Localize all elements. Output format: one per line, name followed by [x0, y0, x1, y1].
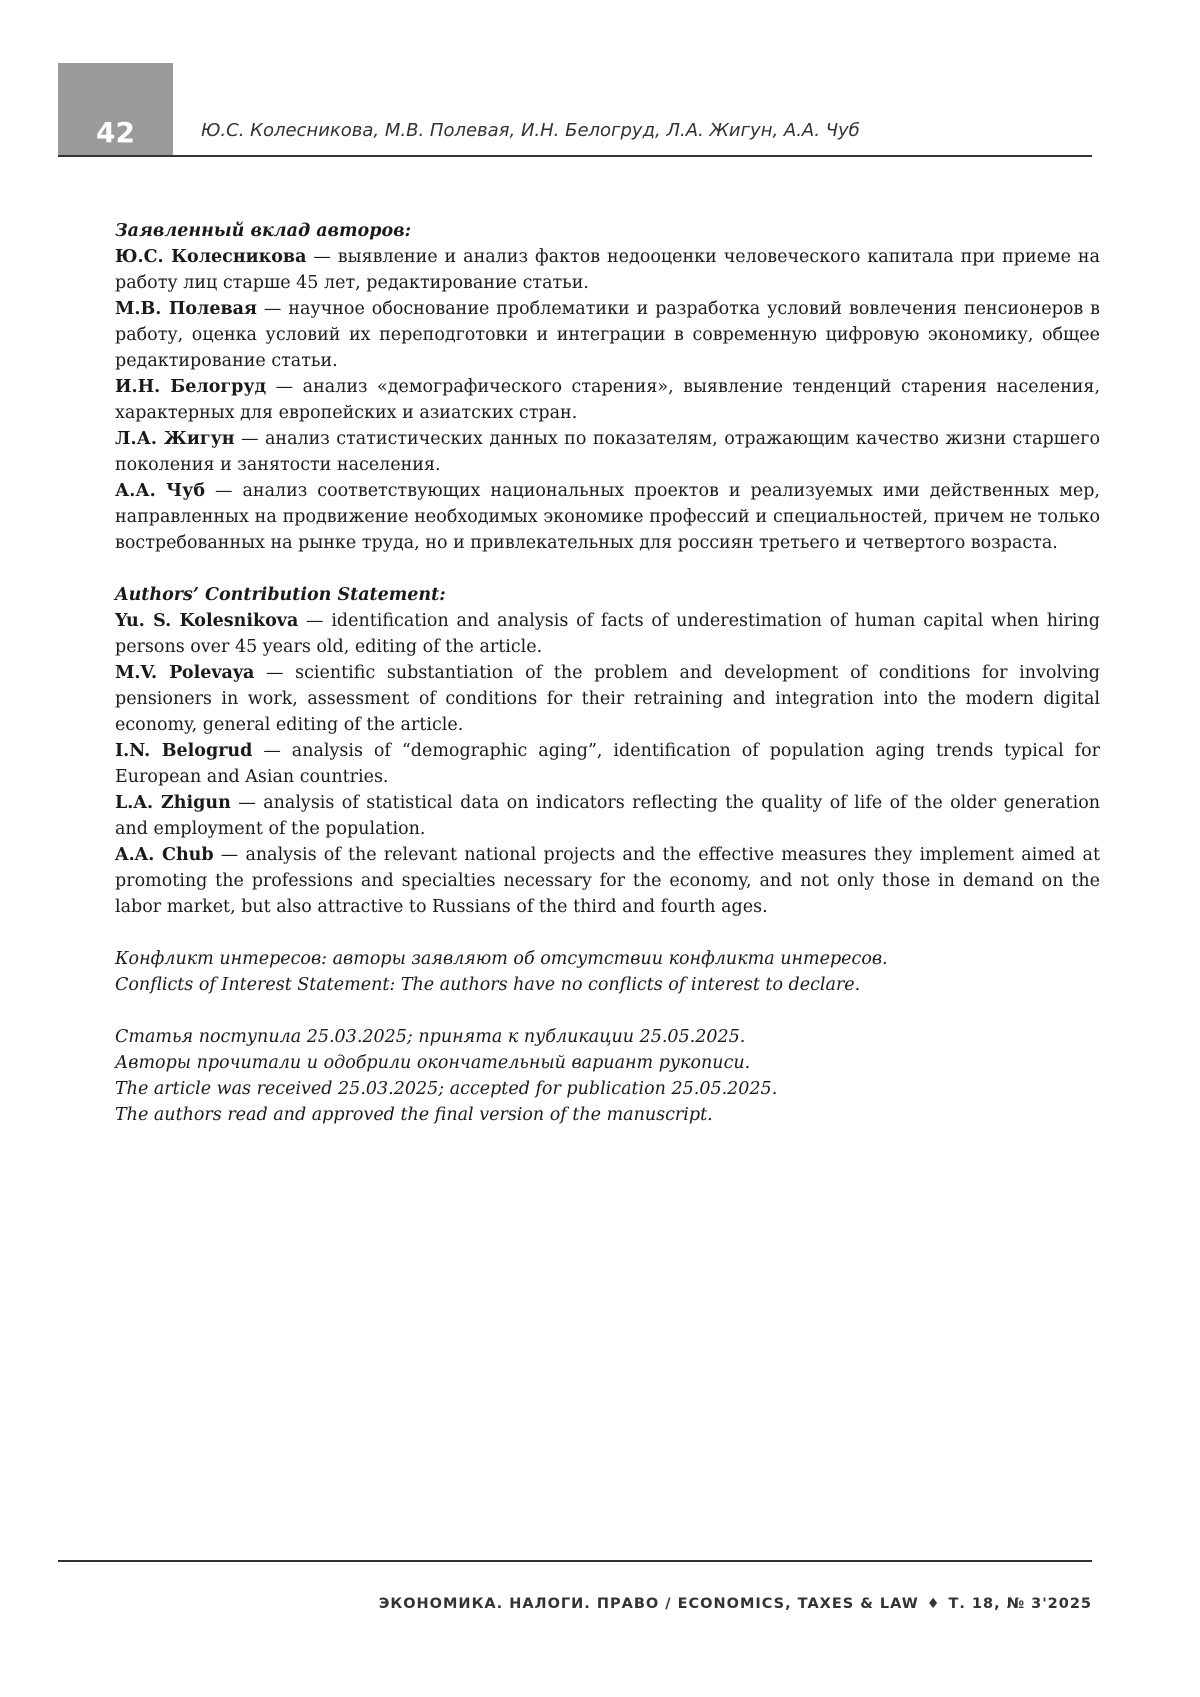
approval-note-ru: Авторы прочитали и одобрили окончательный вариант рукописи.	[115, 1053, 751, 1073]
en-contrib-entry	[115, 842, 1100, 920]
author-name: Л.А. Жигун	[115, 429, 235, 449]
received-date-ru: Статья поступила 25.03.2025; принята к публикации 25.05.2025.	[115, 1027, 746, 1047]
en-contrib-title: Authors’ Contribution Statement:	[115, 585, 446, 605]
journal-footer	[379, 1596, 1092, 1612]
contrib-text: — выявление и анализ фактов недооценки человеческого капитала при приеме на работу лиц старше 45 лет, редактирование статьи.	[115, 247, 1100, 293]
contrib-text: — identification and analysis of facts of underestimation of human capital when hiring persons over 45 years old, editing of the article.	[115, 611, 1101, 657]
en-contrib-entry	[115, 608, 1100, 660]
page-number: 42	[96, 116, 135, 149]
contrib-text: — scientific substantiation of the problem and development of conditions for involving pensioners in work, assessment of conditions for their retraining and integration into the modern digital economy, general editing of the article.	[115, 663, 1100, 735]
ru-contrib-entry	[115, 244, 1100, 296]
author-name: M.V. Polevaya	[115, 663, 255, 683]
contrib-text: — анализ статистических данных по показателям, отражающим качество жизни старшего поколения и занятости населения.	[115, 429, 1100, 475]
author-name: И.Н. Белогруд	[115, 377, 267, 397]
conflict-statement-ru: Конфликт интересов: авторы заявляют об отсутствии конфликта интересов.	[115, 949, 888, 969]
received-date-en: The article was received 25.03.2025; accepted for publication 25.05.2025.	[115, 1079, 778, 1099]
diamond-icon: ♦	[926, 1596, 941, 1612]
author-name: I.N. Belogrud	[115, 741, 253, 761]
ru-contrib-entry	[115, 426, 1100, 478]
footer-rule	[58, 1560, 1092, 1562]
conflict-statement-en: Conflicts of Interest Statement: The authors have no conflicts of interest to declare.	[115, 975, 861, 995]
contrib-text: — научное обоснование проблематики и разработка условий вовлечения пенсионеров в работу, оценка условий их переподготовки и интеграции в современную цифровую экономику, общее редактирование статьи.	[115, 299, 1100, 371]
ru-contrib-entry	[115, 374, 1100, 426]
contrib-text: — анализ «демографического старения», выявление тенденций старения населения, характерных для европейских и азиатских стран.	[115, 377, 1101, 423]
contrib-text: — analysis of statistical data on indicators reflecting the quality of life of the older generation and employment of the population.	[115, 793, 1100, 839]
en-contrib-entry	[115, 790, 1100, 842]
article-back-matter	[115, 218, 1100, 1128]
approval-note-en: The authors read and approved the final version of the manuscript.	[115, 1105, 713, 1125]
ru-contrib-title: Заявленный вклад авторов:	[115, 221, 412, 241]
header-rule	[58, 155, 1092, 157]
author-name: Yu. S. Kolesnikova	[115, 611, 299, 631]
contrib-text: — analysis of the relevant national projects and the effective measures they implement aimed at promoting the professions and specialties necessary for the economy, and not only those in demand on the labor market, but also attractive to Russians of the third and fourth ages.	[115, 845, 1100, 917]
journal-title: ЭКОНОМИКА. НАЛОГИ. ПРАВО / ECONOMICS, TAXES & LAW	[378, 1596, 919, 1612]
running-header-authors: Ю.С. Колесникова, М.В. Полевая, И.Н. Белогруд, Л.А. Жигун, А.А. Чуб	[201, 120, 860, 141]
spacer	[115, 920, 1100, 946]
contrib-text: — analysis of “demographic aging”, identification of population aging trends typical for European and Asian countries.	[115, 741, 1100, 787]
author-name: L.A. Zhigun	[115, 793, 231, 813]
ru-contrib-entry	[115, 478, 1100, 556]
en-contrib-entry	[115, 738, 1100, 790]
page-number-box	[58, 63, 173, 155]
author-name: Ю.С. Колесникова	[115, 247, 307, 267]
spacer	[115, 556, 1100, 582]
en-contrib-entry	[115, 660, 1100, 738]
author-name: А.А. Чуб	[115, 481, 206, 501]
author-name: М.В. Полевая	[115, 299, 257, 319]
spacer	[115, 998, 1100, 1024]
ru-contrib-entry	[115, 296, 1100, 374]
author-name: A.A. Chub	[115, 845, 214, 865]
contrib-text: — анализ соответствующих национальных проектов и реализуемых ими действенных мер, направленных на продвижение необходимых экономике профессий и специальностей, причем не только востребованных на рынке труда, но и привлекательных для россиян третьего и четвертого возраста.	[115, 481, 1100, 553]
journal-issue: Т. 18, № 3'2025	[948, 1596, 1092, 1612]
